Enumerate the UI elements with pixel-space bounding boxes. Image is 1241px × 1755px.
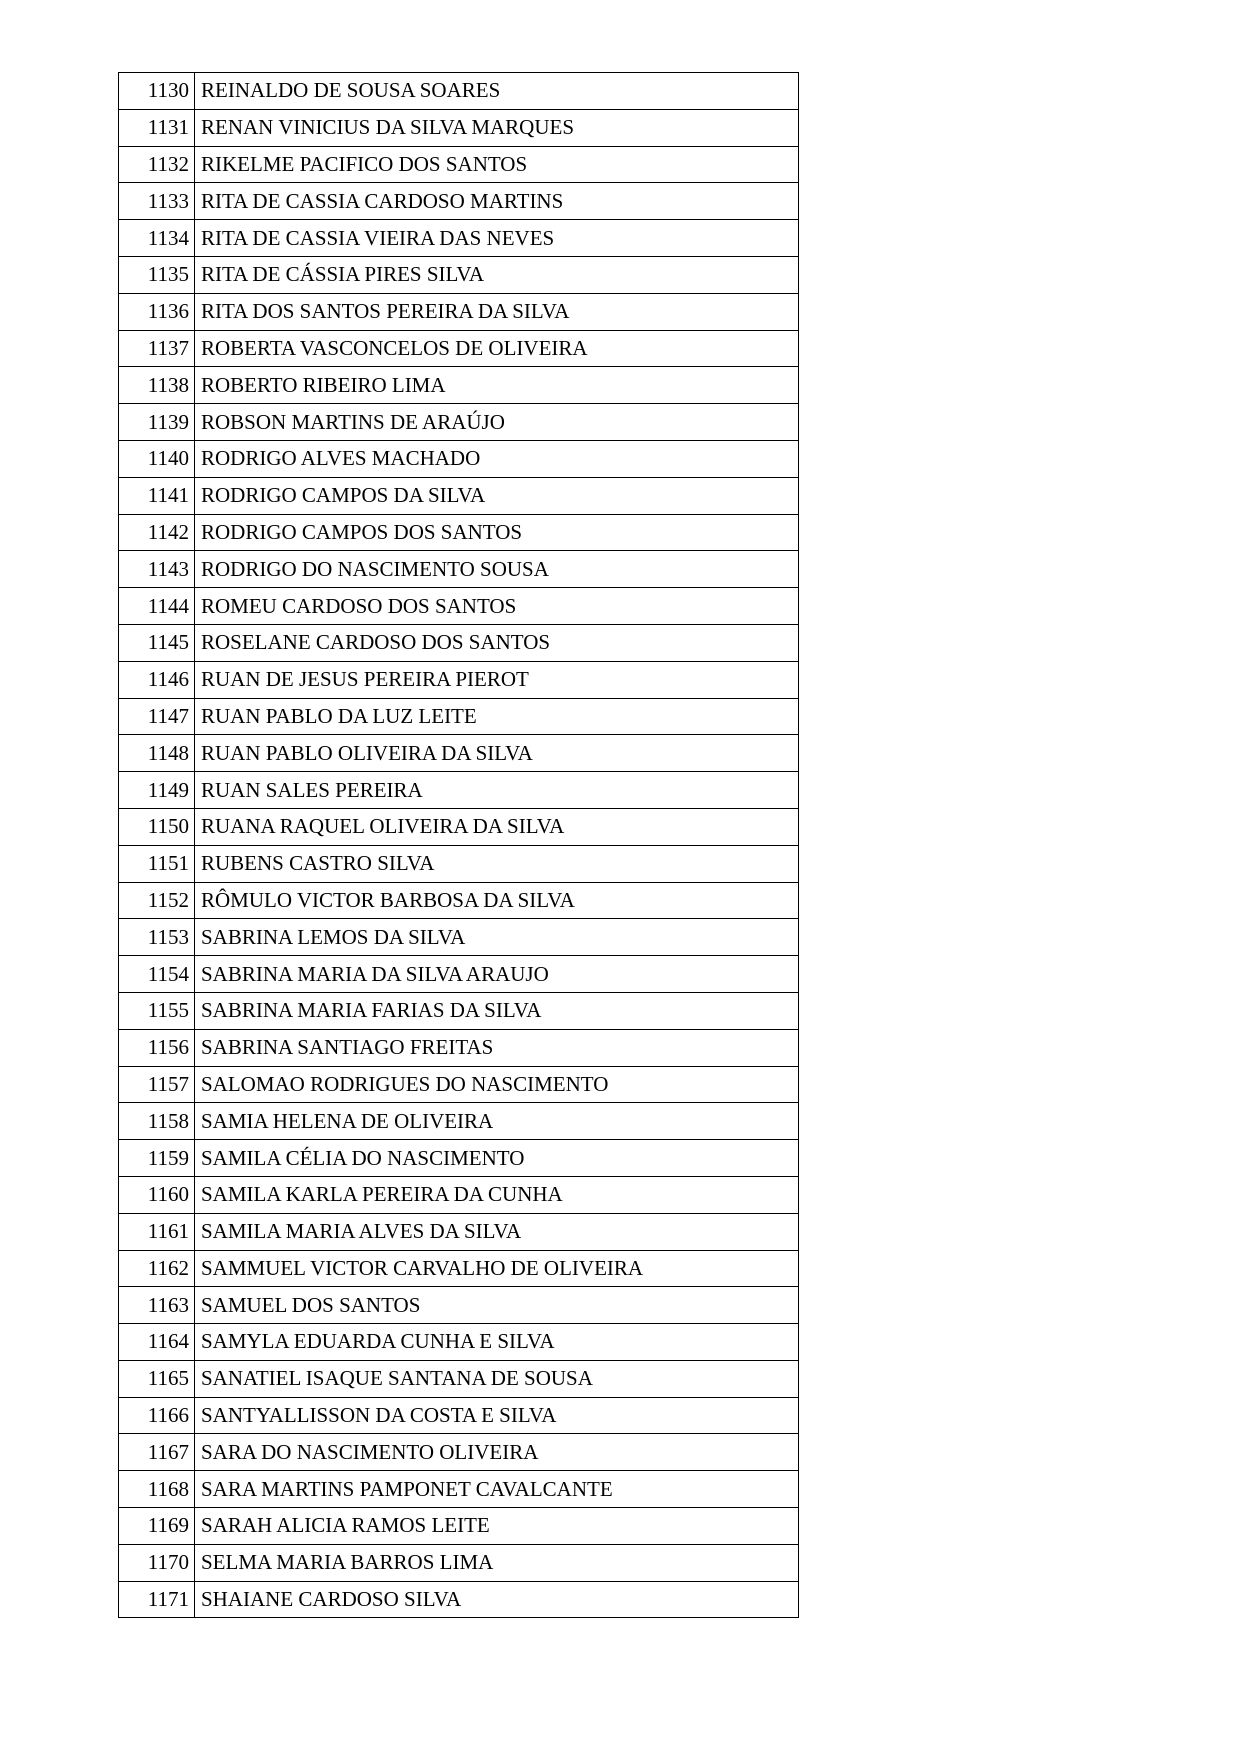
row-number: 1137: [119, 330, 195, 367]
row-number: 1151: [119, 845, 195, 882]
person-name: SAMIA HELENA DE OLIVEIRA: [195, 1103, 799, 1140]
table-row: [119, 1434, 799, 1471]
table-row: [119, 992, 799, 1029]
table-row: [119, 73, 799, 110]
row-number: 1167: [119, 1434, 195, 1471]
row-number: 1166: [119, 1397, 195, 1434]
person-name: RUAN PABLO OLIVEIRA DA SILVA: [195, 735, 799, 772]
row-number: 1165: [119, 1360, 195, 1397]
row-number: 1134: [119, 220, 195, 257]
table-row: [119, 183, 799, 220]
person-name: RUANA RAQUEL OLIVEIRA DA SILVA: [195, 808, 799, 845]
row-number: 1138: [119, 367, 195, 404]
row-number: 1130: [119, 73, 195, 110]
row-number: 1158: [119, 1103, 195, 1140]
table-row: [119, 477, 799, 514]
person-name: SAMILA CÉLIA DO NASCIMENTO: [195, 1140, 799, 1177]
table-row: [119, 1176, 799, 1213]
table-row: [119, 772, 799, 809]
table-row: [119, 882, 799, 919]
row-number: 1146: [119, 661, 195, 698]
person-name: SAMYLA EDUARDA CUNHA E SILVA: [195, 1324, 799, 1361]
table-row: [119, 1250, 799, 1287]
row-number: 1150: [119, 808, 195, 845]
person-name: ROMEU CARDOSO DOS SANTOS: [195, 588, 799, 625]
row-number: 1171: [119, 1581, 195, 1618]
row-number: 1160: [119, 1176, 195, 1213]
table-row: [119, 624, 799, 661]
row-number: 1168: [119, 1471, 195, 1508]
person-name: RODRIGO DO NASCIMENTO SOUSA: [195, 551, 799, 588]
row-number: 1131: [119, 109, 195, 146]
row-number: 1154: [119, 956, 195, 993]
row-number: 1152: [119, 882, 195, 919]
row-number: 1153: [119, 919, 195, 956]
table-row: [119, 1287, 799, 1324]
table-row: [119, 551, 799, 588]
person-name: SAMMUEL VICTOR CARVALHO DE OLIVEIRA: [195, 1250, 799, 1287]
table-row: [119, 109, 799, 146]
row-number: 1148: [119, 735, 195, 772]
person-name: ROBSON MARTINS DE ARAÚJO: [195, 404, 799, 441]
person-name: RITA DE CASSIA CARDOSO MARTINS: [195, 183, 799, 220]
table-row: [119, 1508, 799, 1545]
table-row: [119, 661, 799, 698]
row-number: 1132: [119, 146, 195, 183]
person-name: SARA DO NASCIMENTO OLIVEIRA: [195, 1434, 799, 1471]
person-name: RIKELME PACIFICO DOS SANTOS: [195, 146, 799, 183]
table-row: [119, 1066, 799, 1103]
table-row: [119, 808, 799, 845]
row-number: 1169: [119, 1508, 195, 1545]
person-name: RODRIGO ALVES MACHADO: [195, 440, 799, 477]
person-name: RODRIGO CAMPOS DOS SANTOS: [195, 514, 799, 551]
table-row: [119, 845, 799, 882]
person-name: SARA MARTINS PAMPONET CAVALCANTE: [195, 1471, 799, 1508]
person-name: SAMUEL DOS SANTOS: [195, 1287, 799, 1324]
table-row: [119, 698, 799, 735]
row-number: 1139: [119, 404, 195, 441]
row-number: 1147: [119, 698, 195, 735]
table-row: [119, 146, 799, 183]
row-number: 1156: [119, 1029, 195, 1066]
person-name: RITA DE CÁSSIA PIRES SILVA: [195, 256, 799, 293]
table-row: [119, 1140, 799, 1177]
table-row: [119, 293, 799, 330]
person-name: RUAN DE JESUS PEREIRA PIEROT: [195, 661, 799, 698]
person-name: SELMA MARIA BARROS LIMA: [195, 1544, 799, 1581]
row-number: 1145: [119, 624, 195, 661]
person-name: SHAIANE CARDOSO SILVA: [195, 1581, 799, 1618]
table-row: [119, 367, 799, 404]
person-name: SARAH ALICIA RAMOS LEITE: [195, 1508, 799, 1545]
table-row: [119, 1029, 799, 1066]
person-name: SALOMAO RODRIGUES DO NASCIMENTO: [195, 1066, 799, 1103]
table-row: [119, 330, 799, 367]
row-number: 1161: [119, 1213, 195, 1250]
table-row: [119, 1103, 799, 1140]
table-row: [119, 1544, 799, 1581]
person-name: SABRINA MARIA DA SILVA ARAUJO: [195, 956, 799, 993]
table-row: [119, 514, 799, 551]
row-number: 1143: [119, 551, 195, 588]
row-number: 1144: [119, 588, 195, 625]
person-name: ROBERTA VASCONCELOS DE OLIVEIRA: [195, 330, 799, 367]
table-row: [119, 1471, 799, 1508]
row-number: 1157: [119, 1066, 195, 1103]
person-name: RITA DE CASSIA VIEIRA DAS NEVES: [195, 220, 799, 257]
person-name: REINALDO DE SOUSA SOARES: [195, 73, 799, 110]
table-row: [119, 440, 799, 477]
table-row: [119, 220, 799, 257]
row-number: 1162: [119, 1250, 195, 1287]
person-name: SABRINA MARIA FARIAS DA SILVA: [195, 992, 799, 1029]
person-name: SANTYALLISSON DA COSTA E SILVA: [195, 1397, 799, 1434]
row-number: 1135: [119, 256, 195, 293]
table-row: [119, 404, 799, 441]
table-row: [119, 735, 799, 772]
person-name: SABRINA SANTIAGO FREITAS: [195, 1029, 799, 1066]
name-list-table: [118, 72, 799, 1618]
person-name: RUAN SALES PEREIRA: [195, 772, 799, 809]
row-number: 1155: [119, 992, 195, 1029]
table-row: [119, 919, 799, 956]
person-name: ROSELANE CARDOSO DOS SANTOS: [195, 624, 799, 661]
table-row: [119, 1397, 799, 1434]
person-name: SAMILA MARIA ALVES DA SILVA: [195, 1213, 799, 1250]
table-row: [119, 256, 799, 293]
person-name: SANATIEL ISAQUE SANTANA DE SOUSA: [195, 1360, 799, 1397]
row-number: 1141: [119, 477, 195, 514]
row-number: 1149: [119, 772, 195, 809]
person-name: ROBERTO RIBEIRO LIMA: [195, 367, 799, 404]
table-row: [119, 1581, 799, 1618]
name-list-body: [119, 73, 799, 1618]
row-number: 1159: [119, 1140, 195, 1177]
table-row: [119, 1213, 799, 1250]
table-row: [119, 1324, 799, 1361]
table-row: [119, 1360, 799, 1397]
person-name: RITA DOS SANTOS PEREIRA DA SILVA: [195, 293, 799, 330]
row-number: 1136: [119, 293, 195, 330]
table-row: [119, 956, 799, 993]
table-row: [119, 588, 799, 625]
person-name: RODRIGO CAMPOS DA SILVA: [195, 477, 799, 514]
row-number: 1170: [119, 1544, 195, 1581]
person-name: RUBENS CASTRO SILVA: [195, 845, 799, 882]
person-name: RUAN PABLO DA LUZ LEITE: [195, 698, 799, 735]
row-number: 1163: [119, 1287, 195, 1324]
person-name: RÔMULO VICTOR BARBOSA DA SILVA: [195, 882, 799, 919]
person-name: SAMILA KARLA PEREIRA DA CUNHA: [195, 1176, 799, 1213]
row-number: 1142: [119, 514, 195, 551]
person-name: SABRINA LEMOS DA SILVA: [195, 919, 799, 956]
row-number: 1133: [119, 183, 195, 220]
row-number: 1140: [119, 440, 195, 477]
person-name: RENAN VINICIUS DA SILVA MARQUES: [195, 109, 799, 146]
row-number: 1164: [119, 1324, 195, 1361]
